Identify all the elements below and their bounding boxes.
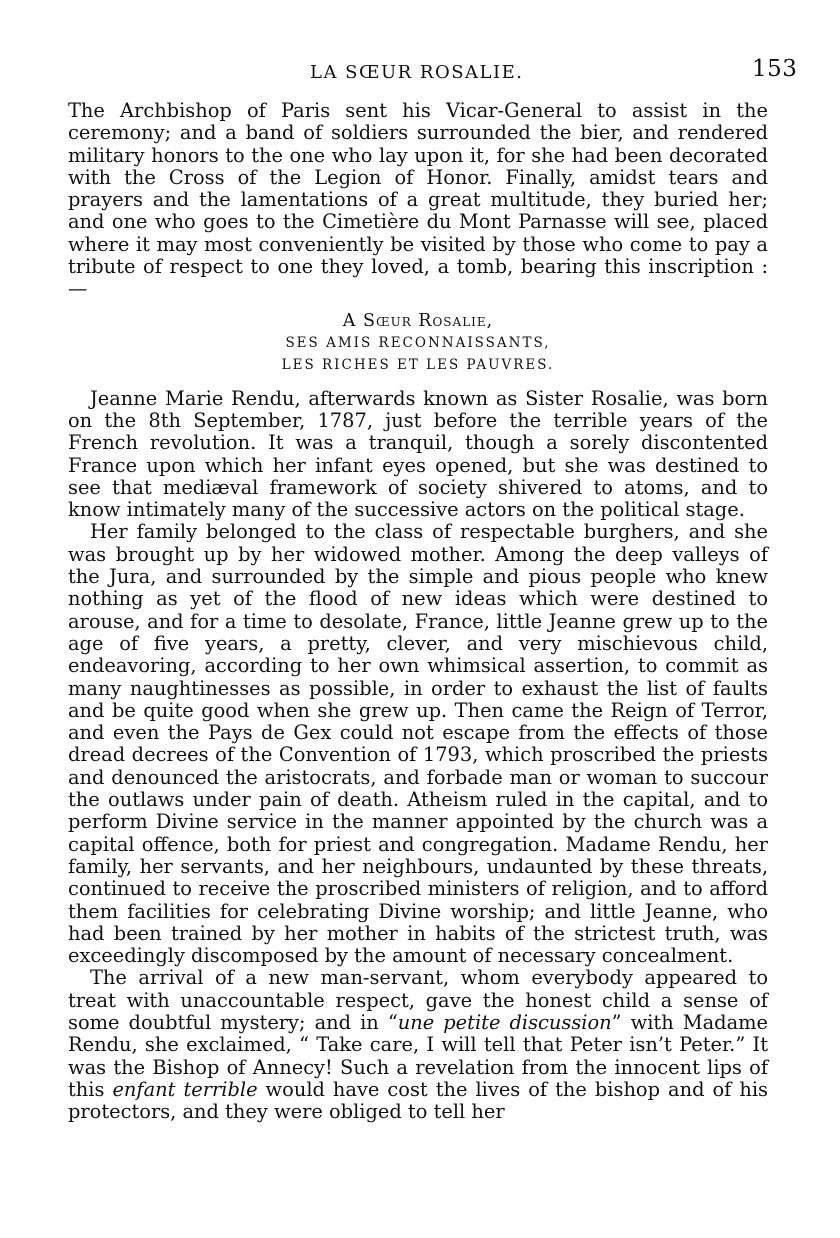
inscription-line-1: A Sœur Rosalie,: [342, 310, 494, 331]
paragraph-4-text-3: would have cost the lives of the bishop and of his protectors, and they were obliged to tell her: [68, 1077, 768, 1124]
page-header: [0, 56, 840, 86]
paragraph-3: Her family belonged to the class of respectable burghers, and she was brought up by her widowed mother. Among the deep valleys of the Jura, and surrounded by the simple and pious people who knew nothing as yet of the flood of new ideas which were destined to arouse, and for a time to desolate, France, little Jeanne grew up to the age of five years, a pretty, clever, and very mischievous child, endeavoring, according to her own whimsical assertion, to commit as many naughtinesses as possible, in order to exhaust the list of faults and be quite good when she grew up. Then came the Reign of Terror, and even the Pays de Gex could not escape from the effects of those dread decrees of the Convention of 1793, which proscribed the priests and denounced the aristocrats, and forbade man or woman to succour the outlaws under pain of death. Atheism ruled in the capital, and to perform Divine service in the manner appointed by the church was a capital offence, both for priest and congregation. Madame Rendu, her family, her servants, and her neighbours, undaunted by these threats, continued to receive the proscribed ministers of religion, and to afford them facilities for celebrating Divine worship; and little Jeanne, who had been trained by her mother in habits of the strictest truth, was exceedingly discomposed by the amount of necessary concealment.: [68, 520, 768, 968]
paragraph-2: Jeanne Marie Rendu, afterwards known as Sister Rosalie, was born on the 8th September, 1787, just before the terrible years of the French revolution. It was a tranquil, though a sorely discontented France upon which her infant eyes opened, but she was destined to see that mediæval framework of society shivered to atoms, and to know intimately many of the successive actors on the political stage.: [68, 386, 768, 522]
paragraph-4-text-2: ” with Madame Rendu, she exclaimed, “ Take care, I will tell that Peter isn’t Peter.” It was the Bishop of Annecy! Such a revelation from the innocent lips of this: [68, 1010, 768, 1101]
tomb-inscription: [68, 310, 768, 376]
inscription-line-3: LES RICHES ET LES PAUVRES.: [281, 356, 555, 373]
italic-phrase-enfant-terrible: enfant terrible: [112, 1077, 258, 1101]
paragraph-4: [68, 967, 768, 1123]
running-title: LA SŒUR ROSALIE.: [310, 62, 524, 83]
inscription-line-2: SES AMIS RECONNAISSANTS,: [285, 334, 551, 351]
page-number: 153: [752, 56, 798, 82]
paragraph-4-text-1: The arrival of a new man-servant, whom everybody appeared to treat with unaccountable respect, gave the honest child a sense of some doubtful mystery; and in “: [68, 966, 768, 1034]
italic-phrase-une-petite-discussion: une petite discussion: [397, 1010, 612, 1034]
paragraph-1: The Archbishop of Paris sent his Vicar-General to assist in the ceremony; and a band of soldiers surrounded the bier, and rendered military honors to the one who lay upon it, for she had been decorated with the Cross of the Legion of Honor. Finally, amidst tears and prayers and the lamentations of a great multitude, they buried her; and one who goes to the Cimetière du Mont Parnasse will see, placed where it may most conveniently be visited by those who come to pay a tribute of respect to one they loved, a tomb, bearing this inscription :—: [68, 99, 768, 301]
body-text: [68, 100, 768, 1123]
